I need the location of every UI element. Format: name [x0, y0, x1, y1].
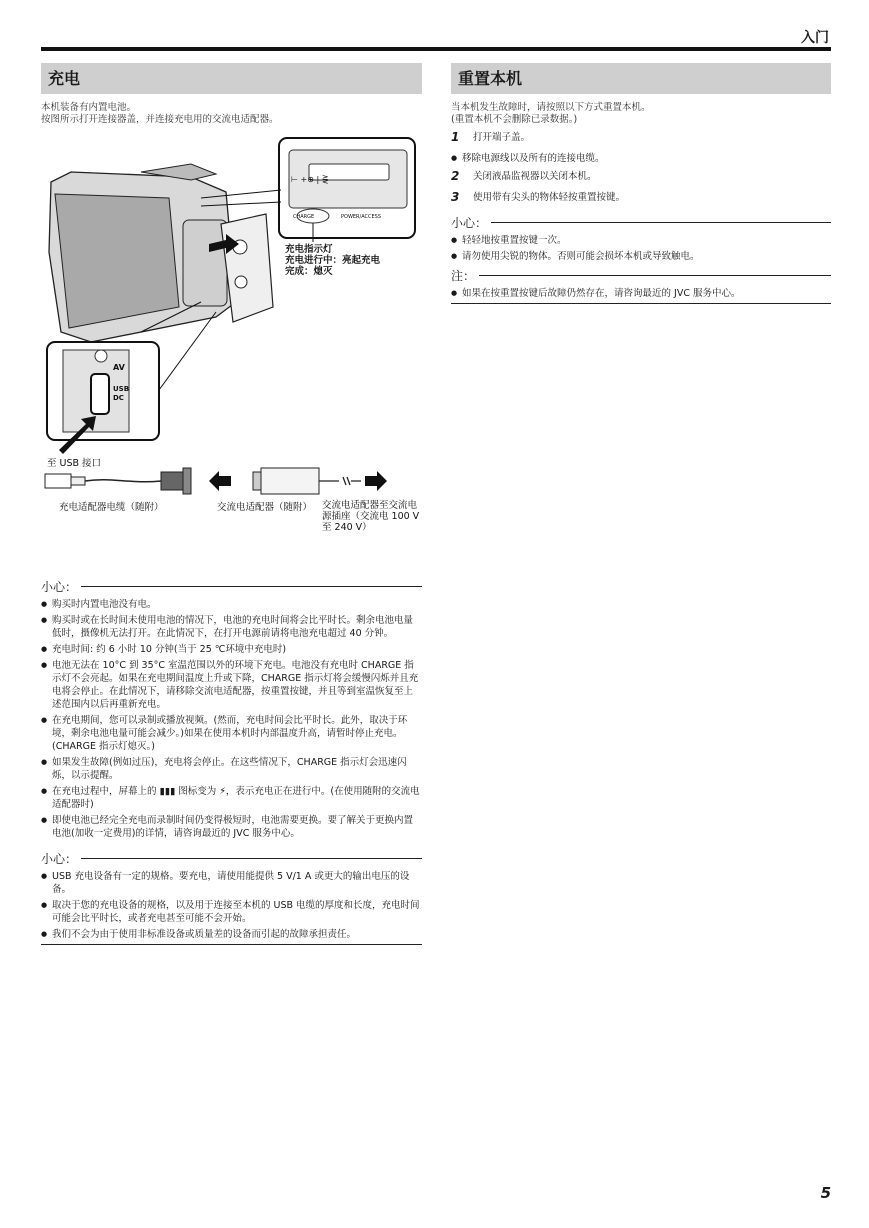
reset-section: [451, 63, 831, 304]
step-2: [451, 170, 831, 183]
header-rule: [41, 47, 831, 51]
step-subitem: ● 移除电源线以及所有的连接电缆。: [451, 152, 831, 165]
step-number: 2: [451, 169, 460, 183]
reset-intro: [451, 102, 831, 126]
caution-label: 小心：: [451, 216, 488, 230]
usb-port-label: 至 USB 接口: [47, 458, 102, 469]
outlet-label: 交流电适配器至交流电源插座（交流电 100 V 至 240 V）: [322, 500, 420, 533]
cable-label: 充电适配器电缆（随附）: [59, 502, 164, 513]
page-header-title: 入门: [801, 30, 829, 46]
caution-item: ● 请勿使用尖锐的物体。否则可能会损坏本机或导致触电。: [451, 250, 831, 263]
caution-item: ● USB 充电设备有一定的规格。要充电，请使用能提供 5 V/1 A 或更大的输出电压的设备。: [41, 870, 422, 896]
adapter-label: 交流电适配器（随附）: [217, 502, 313, 513]
page-number: 5: [820, 1184, 831, 1202]
indicator-charging: 充电进行中：亮起充电: [285, 255, 381, 266]
note-list: [451, 287, 831, 300]
step-1: [451, 131, 831, 144]
charging-illustration: [41, 132, 422, 568]
panel-charge-label: CHARGE: [293, 214, 315, 220]
step-sublist: [451, 152, 831, 165]
caution-item: ● 在充电过程中，屏幕上的 ▮▮▮ 图标变为 ⚡，表示充电正在进行中。(在使用随附的交流电适配器时): [41, 785, 422, 811]
caution-label: 小心：: [41, 580, 78, 594]
caution-item: ● 电池无法在 10°C 到 35°C 室温范围以外的环境下充电。电池没有充电时 CHARGE 指示灯不会亮起。如果在充电期间温度上升或下降，CHARGE 指示灯将会缓慢闪烁并且充电将会停止。在此情况下，请移除交流电适配器，按重置按键，并且等到室温恢复至上述范围内以后再重新充电。: [41, 659, 422, 711]
caution-divider: [81, 858, 422, 859]
intro-line: (重置本机不会删除已录数据。): [451, 114, 578, 125]
panel-power-label: POWER/ACCESS: [341, 214, 382, 220]
caution-list: [41, 870, 422, 941]
caution-item: ● 轻轻地按重置按键一次。: [451, 234, 831, 247]
caution-divider: [81, 586, 422, 587]
step-number: 1: [451, 130, 460, 144]
section-end-rule: [41, 944, 422, 945]
caution-label: 小心：: [41, 852, 78, 866]
charging-intro: [41, 102, 422, 126]
caution-header: [41, 850, 422, 867]
step-text: 使用带有尖头的物体轻按重置按键。: [473, 192, 626, 203]
reset-steps: [451, 131, 831, 204]
caution-item: ● 我们不会为由于使用非标准设备或质量差的设备而引起的故障承担责任。: [41, 928, 422, 941]
port-usb-label: USB: [113, 385, 130, 393]
note-divider: [479, 275, 831, 276]
caution-item: ● 取决于您的充电设备的规格，以及用于连接至本机的 USB 电缆的厚度和长度，充电时间可能会比平时长，或者充电甚至可能不会开始。: [41, 899, 422, 925]
caution-header: [41, 578, 422, 595]
port-av-label: AV: [113, 363, 125, 372]
port-dc-label: DC: [113, 394, 124, 402]
intro-line: 当本机发生故障时，请按照以下方式重置本机。: [451, 102, 651, 113]
intro-line: 按图所示打开连接器盖，并连接充电用的交流电适配器。: [41, 114, 279, 125]
indicator-done: 完成：熄灭: [285, 266, 333, 277]
step-text: 关闭液晶监视器以关闭本机。: [473, 171, 597, 182]
caution-header: [451, 214, 831, 231]
note-item: ● 如果在按重置按键后故障仍然存在，请咨询最近的 JVC 服务中心。: [451, 287, 831, 300]
intro-line: 本机装备有内置电池。: [41, 102, 137, 113]
caution-item: ● 购买时内置电池没有电。: [41, 598, 422, 611]
caution-item: ● 在充电期间，您可以录制或播放视频。(然而，充电时间会比平时长。此外，取决于环境，剩余电池电量可能会减少。)如果在使用本机时内部温度升高，请暂时停止充电。(CHARGE 指示灯熄灭。): [41, 714, 422, 753]
caution-item: ● 充电时间: 约 6 小时 10 分钟(当于 25 ℃环境中充电时): [41, 643, 422, 656]
step-3: [451, 191, 831, 204]
indicator-title: 充电指示灯: [285, 244, 333, 255]
note-label: 注：: [451, 269, 476, 283]
reset-title: 重置本机: [451, 63, 831, 94]
step-number: 3: [451, 190, 460, 204]
note-header: [451, 267, 831, 284]
caution-item: ● 即使电池已经完全充电而录制时间仍变得极短时，电池需要更换。要了解关于更换内置电池(加收一定费用)的详情，请咨询最近的 JVC 服务中心。: [41, 814, 422, 840]
caution-list: [41, 598, 422, 840]
charging-section: [41, 63, 422, 945]
caution-item: ● 购买时或在长时间未使用电池的情况下，电池的充电时间将会比平时长。剩余电池电量低时，摄像机无法打开。在此情况下，在打开电源前请将电池充电超过 40 分钟。: [41, 614, 422, 640]
caution-list: [451, 234, 831, 263]
caution-divider: [491, 222, 831, 223]
caution-item: ● 如果发生故障(例如过压)，充电将会停止。在这些情况下，CHARGE 指示灯会迅速闪烁，以示提醒。: [41, 756, 422, 782]
section-end-rule: [451, 303, 831, 304]
charging-title: 充电: [41, 63, 422, 94]
step-text: 打开端子盖。: [473, 132, 531, 143]
panel-switch-glyphs: ⊢ +⊕ | ⋛: [291, 175, 329, 184]
